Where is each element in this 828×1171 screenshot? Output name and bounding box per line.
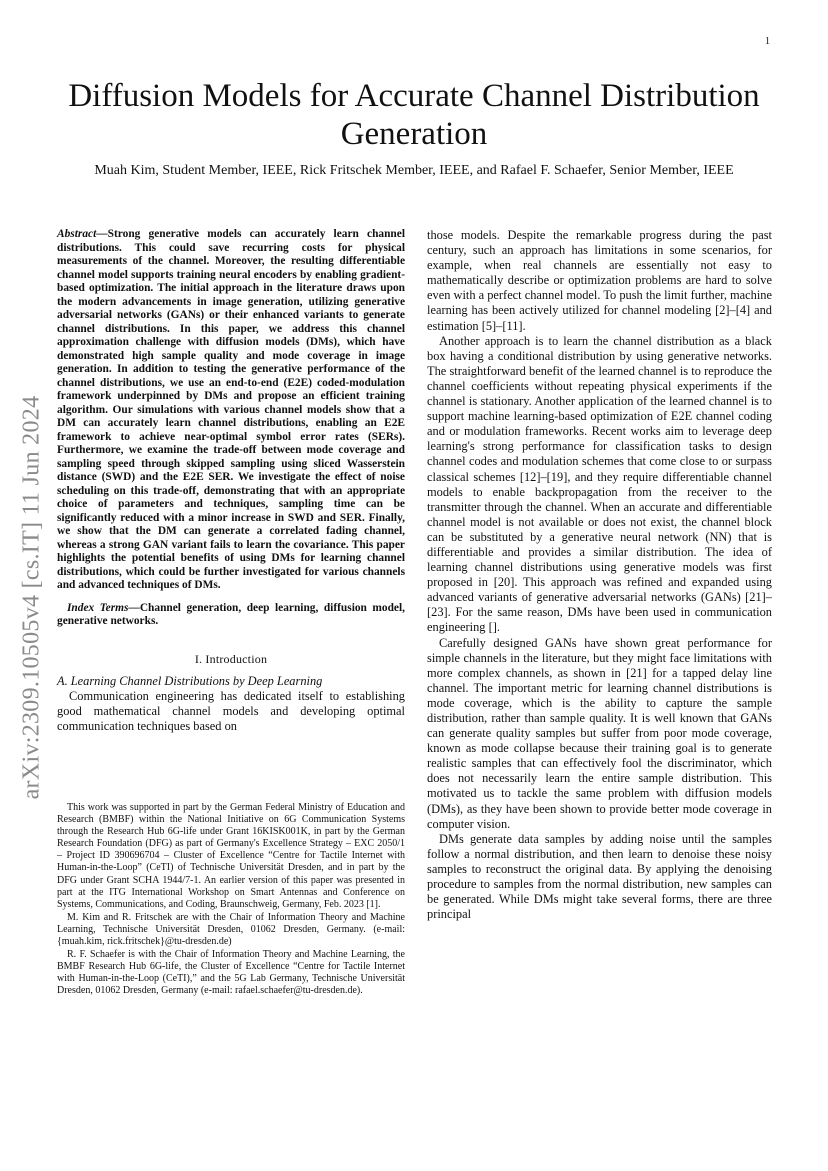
- index-terms-text: —Channel generation, deep learning, diffusion model, generative networks.: [57, 601, 405, 627]
- body-paragraph: Communication engineering has dedicated itself to establishing good mathematical channel models and developing optimal communication techniques based on: [57, 688, 405, 733]
- abstract-label: Abstract: [57, 228, 97, 240]
- body-paragraph: Carefully designed GANs have shown great performance for simple channels in the literature, but they might face limitations with more complex channels, as shown in [21] for a tapped delay line channel. The important metric for learning channel distributions is mode coverage, which is the ability to capture the sample distribution, rather than sample quality. It is well known that GANs can generate quality samples but suffer from poor mode coverage, known as mode collapse because their training goal is to generate realistic samples that can effectively fool the discriminator, which does not necessarily learn the entire sample distribution. This motivated us to tackle the same problem with diffusion models (DMs), as they have been shown to provide better mode coverage in computer vision.: [427, 635, 772, 831]
- body-paragraph: DMs generate data samples by adding noise until the samples follow a normal distribution, and then learn to denoise these noisy samples to reconstruct the original data. By applying the denoising procedure to samples from the normal distribution, new samples can be generated. While DMs might take several forms, there are three principal: [427, 831, 772, 922]
- footnote-affiliation-2: R. F. Schaefer is with the Chair of Information Theory and Machine Learning, the BMBF Research Hub 6G-life, the Cluster of Excellence “Centre for Tactile Internet with Human-in-the-Loop (CeTI),” and the 5G Lab Germany, Technische Universität Dresden, 01062 Dresden, Germany (e-mail: rafael.schaefer@tu-dresden.de).: [57, 949, 405, 997]
- index-terms: [57, 602, 405, 629]
- arxiv-identifier: arXiv:2309.10505v4 [cs.IT] 11 Jun 2024: [18, 395, 45, 800]
- footnotes: [57, 802, 405, 999]
- author-list: Muah Kim, Student Member, IEEE, Rick Fritschek Member, IEEE, and Rafael F. Schaefer, Senior Member, IEEE: [94, 163, 734, 178]
- abstract-text: —Strong generative models can accurately learn channel distributions. This could save recurring costs for physical measurements of the channel. Moreover, the resulting differentiable channel model supports training neural encoders by enabling gradient-based optimization. The initial approach in the literature draws upon the modern advancements in image generation, utilizing generative adversarial networks (GANs) or their enhanced variants to generate channel distributions. In this paper, we address this channel approximation challenge with diffusion models (DMs), which have demonstrated high sample quality and mode coverage in image generation. In addition to testing the generative performance of the channel distributions, we use an end-to-end (E2E) coded-modulation framework underpinned by DMs and propose an efficient training algorithm. Our simulations with various channel models show that a DM can accurately learn channel distributions, enabling an E2E framework to achieve near-optimal symbol error rates (SERs). Furthermore, we examine the trade-off between mode coverage and sampling speed through skipped sampling using sliced Wasserstein distance (SWD) and the E2E SER. We investigate the effect of noise scheduling on this trade-off, demonstrating that with an appropriate choice of parameters and techniques, sampling time can be significantly reduced with a minor increase in SWD and SER. Finally, we show that the DM can generate a correlated fading channel, whereas a strong GAN variant fails to learn the covariance. This paper highlights the potential benefits of using DMs for learning channel distributions, which could be further investigated for various channels and advanced techniques of DMs.: [57, 228, 405, 591]
- paper-title: Diffusion Models for Accurate Channel Distribution Generation: [68, 78, 760, 152]
- page-number: 1: [765, 36, 770, 47]
- subsection-heading: A. Learning Channel Distributions by Deep Learning: [57, 673, 323, 688]
- abstract: [57, 228, 405, 593]
- footnote-affiliation-1: M. Kim and R. Fritschek are with the Chair of Information Theory and Machine Learning, Technische Universität Dresden, 01062 Dresden, Germany. (e-mail: {muah.kim, rick.fritschek}@tu-dresden.de): [57, 911, 405, 948]
- index-terms-label: Index Terms: [67, 601, 129, 614]
- body-paragraph: those models. Despite the remarkable progress during the past century, such an approach has limitations in some scenarios, for example, when real channels are essentially not easy to mathematically describe or optimization problems are hard to solve even with a perfect channel model. To push the limit further, machine learning has been actively utilized for channel modeling [2]–[4] and estimation [5]–[11].: [427, 228, 772, 333]
- footnote-funding: This work was supported in part by the German Federal Ministry of Education and Research (BMBF) within the National Initiative on 6G Communication Systems through the Research Hub 6G-life under Grant 16KISK001K, in part by the German Research Foundation (DFG) as part of Germany's Excellence Strategy – EXC 2050/1 – Project ID 390696704 – Cluster of Excellence “Centre for Tactile Internet with Human-in-the-Loop” (CeTI) of Technische Universität Dresden, and in part by the DFG under Grant SCHA 1944/7-1. An earlier version of this paper was presented in part at the ITG International Workshop on Smart Antennas and Conference on Systems, Communications, and Coding, Braunschweig, Germany, Feb. 2023 [1].: [57, 802, 405, 910]
- section-heading: I. Introduction: [194, 651, 268, 666]
- left-column: [57, 228, 405, 734]
- right-column: [427, 228, 772, 922]
- body-paragraph: Another approach is to learn the channel distribution as a black box having a conditional distribution by using generative networks. The straightforward benefit of the learned channel is to reproduce the channel coefficients without repeating physical experiments if the channel is stationary. Another application of the learned channel is to support machine learning-based optimization of E2E channel coding and or modulation frameworks. Recent works aim to leverage deep learning's strong performance for classification tasks to design channel codes and modulation schemes that come close to or surpass classical schemes [12]–[19], and they require differentiable channel models to enable backpropagation from the receiver to the transmitter through the channel. When an accurate and differentiable channel model is not available or does not exist, the channel block can be substituted by a generative neural network (NN) that is differentiable and provides a similar distribution. The idea of learning channel distributions using generative models was first proposed in [20]. This approach was refined and expanded using advanced variants of generative adversarial networks (GANs) [21]–[23]. For the same reason, DMs have been used in communication engineering [].: [427, 333, 772, 635]
